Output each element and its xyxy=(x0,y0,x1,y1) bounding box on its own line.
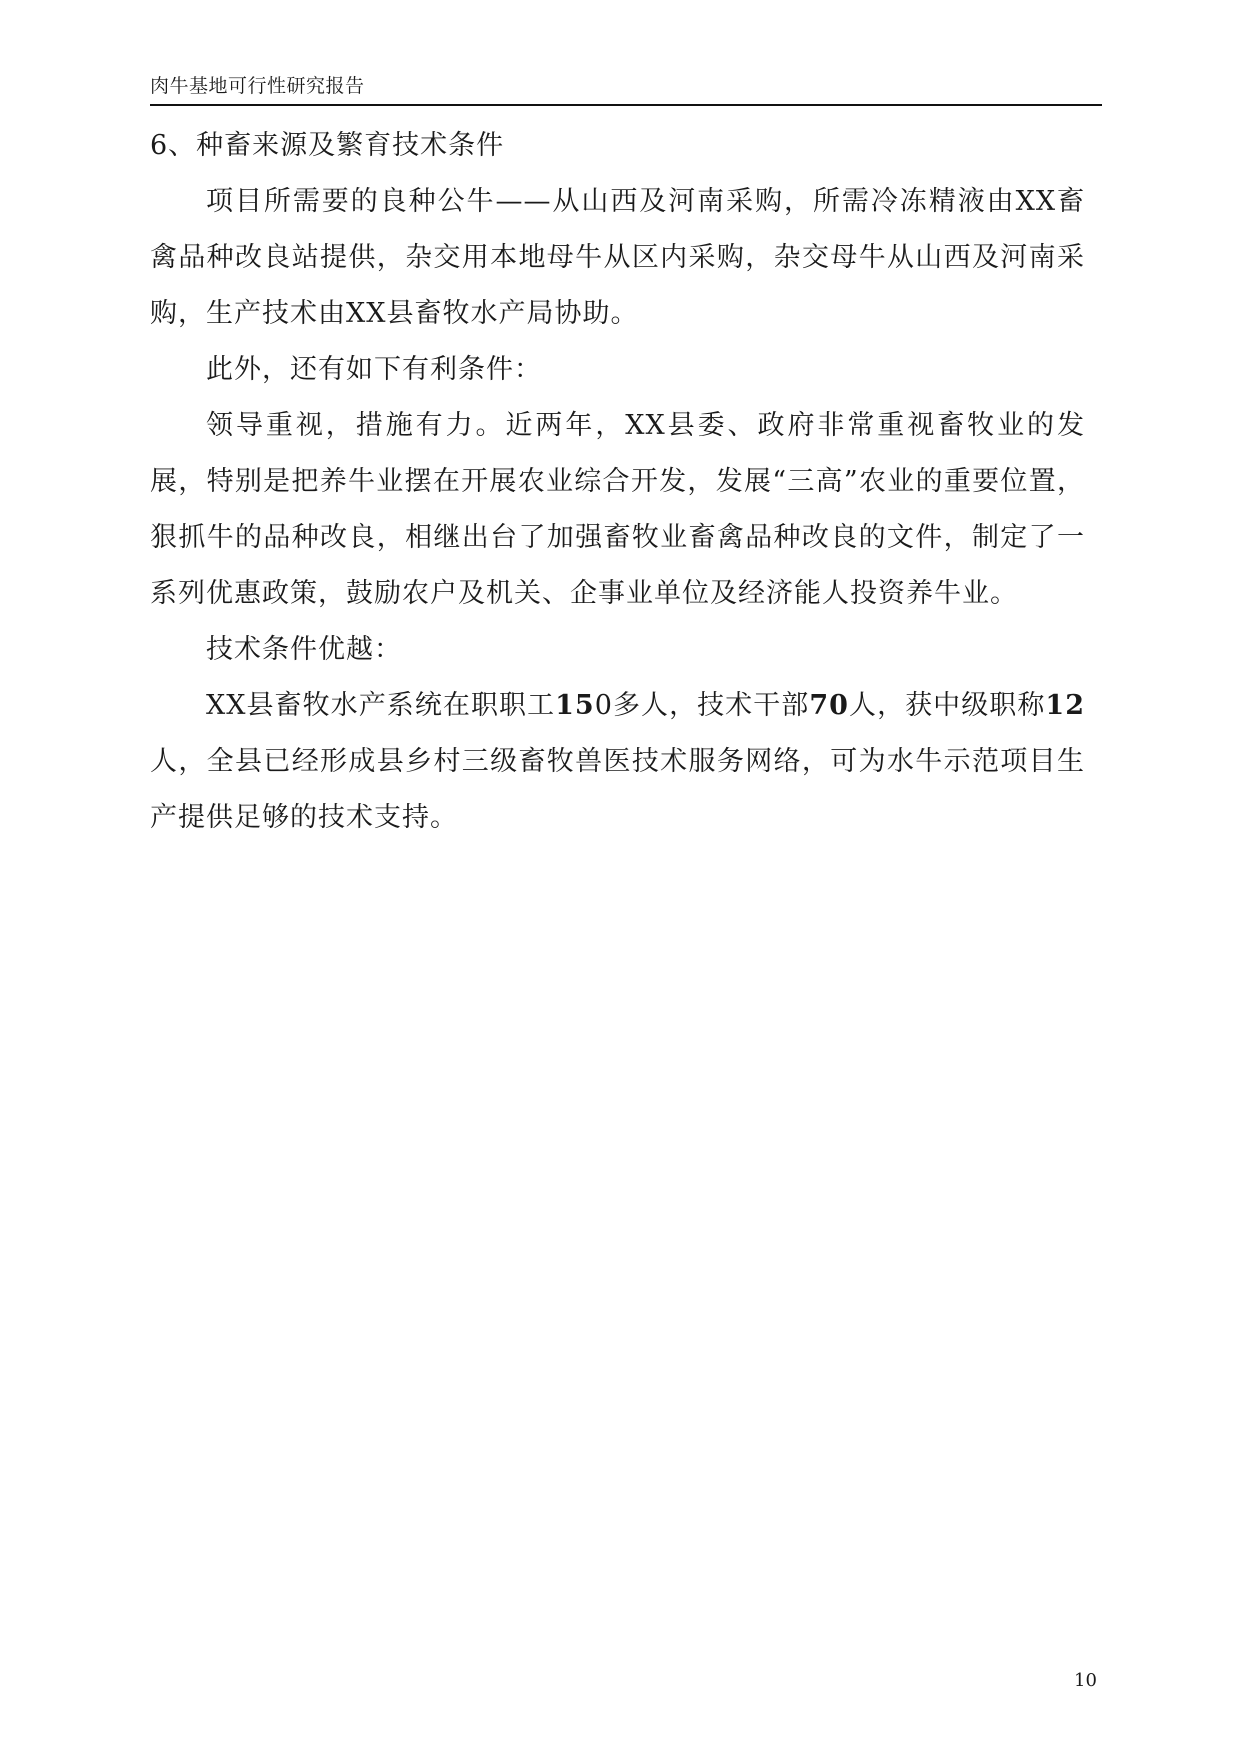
document-body xyxy=(150,118,1085,846)
tech-text-3: 人，获中级职称 xyxy=(848,690,1046,721)
tech-text-4: 人，全县已经形成县乡村三级畜牧兽医技术服务网络，可为水牛示范项目生产提供足够的技术支持。 xyxy=(150,746,1085,833)
mid-level-count: 12 xyxy=(1045,690,1085,721)
paragraph-leadership: 领导重视，措施有力。近两年，XX县委、政府非常重视畜牧业的发展，特别是把养牛业摆在开展农业综合开发，发展“三高”农业的重要位置，狠抓牛的品种改良，相继出台了加强畜牧业畜禽品种改良的文件，制定了一系列优惠政策，鼓励农户及机关、企事业单位及经济能人投资养牛业。 xyxy=(150,410,1085,609)
paragraph-advantages-intro: 此外，还有如下有利条件： xyxy=(206,354,542,385)
header-title: 肉牛基地可行性研究报告 xyxy=(150,75,365,97)
staff-count-bold: 15 xyxy=(555,690,595,721)
paragraph-tech-staff xyxy=(150,678,1085,846)
page-header xyxy=(150,72,1102,106)
paragraph-tech-intro: 技术条件优越： xyxy=(206,634,402,665)
tech-text-2: 0多人，技术干部 xyxy=(594,690,810,721)
section-title: 6、种畜来源及繁育技术条件 xyxy=(150,130,505,161)
paragraph-source: 项目所需要的良种公牛——从山西及河南采购，所需冷冻精液由XX畜禽品种改良站提供，杂交用本地母牛从区内采购，杂交母牛从山西及河南采购，生产技术由XX县畜牧水产局协助。 xyxy=(150,186,1085,329)
tech-text-1: XX县畜牧水产系统在职职工 xyxy=(206,690,556,721)
page-number: 10 xyxy=(1074,1670,1097,1691)
tech-cadre-count: 70 xyxy=(809,690,849,721)
